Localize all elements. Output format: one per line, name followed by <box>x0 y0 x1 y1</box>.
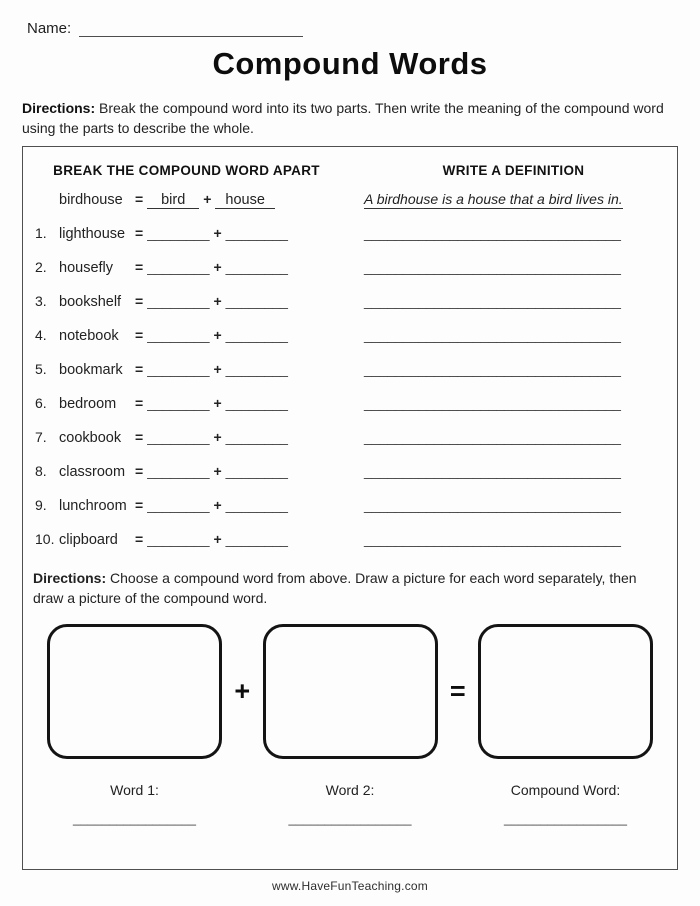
part2-blank[interactable]: ________ <box>225 462 288 479</box>
row-number: 8. <box>35 462 47 479</box>
drawing-answer-lines <box>23 811 677 826</box>
row-number: 5. <box>35 360 47 377</box>
row-number: 3. <box>35 292 47 309</box>
directions-bottom-label: Directions: <box>33 569 107 586</box>
definition-blank-line[interactable]: _________________________________ <box>364 496 621 513</box>
directions-bottom-text: Choose a compound word from above. Draw a picture for each word separately, then draw a picture of the compound word. <box>33 569 637 606</box>
definition-blank-line[interactable]: _________________________________ <box>364 292 621 309</box>
name-row <box>0 20 700 37</box>
row-number: 9. <box>35 496 47 513</box>
row-number: 1. <box>35 224 47 241</box>
compound-word: lunchroom <box>59 497 127 514</box>
equals-sign: = <box>135 394 144 411</box>
directions-top <box>22 98 678 139</box>
word1-label: Word 1: <box>110 782 159 799</box>
word2-answer-line[interactable]: _________________ <box>288 811 412 827</box>
right-column-header: WRITE A DEFINITION <box>442 162 585 178</box>
equals-sign: = <box>135 292 144 309</box>
compound-word: cookbook <box>59 429 122 446</box>
part1-blank[interactable]: ________ <box>147 462 210 479</box>
plus-sign: + <box>203 190 212 207</box>
compound-word: housefly <box>59 259 114 276</box>
equals-sign: = <box>135 190 144 207</box>
row-number: 4. <box>35 326 47 343</box>
equals-sign: = <box>135 360 144 377</box>
compound-word: notebook <box>59 327 119 344</box>
example-definition: A birdhouse is a house that a bird lives in. <box>364 190 623 207</box>
part2-blank[interactable]: ________ <box>225 496 288 513</box>
part1-blank[interactable]: ________ <box>147 360 210 377</box>
left-column-header: BREAK THE COMPOUND WORD APART <box>53 162 320 178</box>
definition-blank-line[interactable]: _________________________________ <box>364 360 621 377</box>
example-row <box>23 191 677 212</box>
word-row <box>23 497 677 518</box>
compound-word: bookshelf <box>59 293 122 310</box>
directions-top-text: Break the compound word into its two parts. Then write the meaning of the compound word using the parts to describe the whole. <box>22 100 664 137</box>
plus-sign: + <box>213 530 222 547</box>
word-row <box>23 463 677 484</box>
name-input-line[interactable] <box>79 21 303 37</box>
name-label: Name: <box>27 20 72 37</box>
definition-blank-line[interactable]: _________________________________ <box>364 462 621 479</box>
part1-blank[interactable]: ________ <box>147 224 210 241</box>
plus-sign: + <box>234 676 251 707</box>
word-rows <box>23 225 677 552</box>
worksheet-box <box>22 146 678 870</box>
word-row <box>23 531 677 552</box>
word1-answer-line[interactable]: _________________ <box>73 811 196 827</box>
compound-answer-line[interactable]: _________________ <box>504 811 627 827</box>
definition-blank-line[interactable]: _________________________________ <box>364 428 621 445</box>
row-number: 7. <box>35 428 47 445</box>
equals-sign: = <box>135 428 144 445</box>
definition-blank-line[interactable]: _________________________________ <box>364 224 621 241</box>
equals-sign: = <box>135 258 144 275</box>
word-row <box>23 429 677 450</box>
directions-top-label: Directions: <box>22 100 96 116</box>
equals-sign: = <box>135 496 144 513</box>
plus-sign: + <box>213 462 222 479</box>
compound-word: classroom <box>59 463 126 480</box>
compound-word: clipboard <box>59 531 118 548</box>
directions-bottom <box>31 568 669 609</box>
equals-sign: = <box>449 676 466 707</box>
part1-blank[interactable]: ________ <box>147 496 210 513</box>
word-row <box>23 293 677 314</box>
drawing-labels <box>23 782 677 798</box>
part1-blank[interactable]: ________ <box>147 258 210 275</box>
part2-blank[interactable]: ________ <box>225 530 288 547</box>
plus-sign: + <box>213 394 222 411</box>
footer-url: www.HaveFunTeaching.com <box>271 878 428 893</box>
part2-blank[interactable]: ________ <box>225 360 288 377</box>
equals-sign: = <box>135 530 144 547</box>
part1-blank[interactable]: ________ <box>147 292 210 309</box>
compound-word: bedroom <box>59 395 117 412</box>
drawing-box-compound[interactable] <box>478 624 653 759</box>
compound-word: lighthouse <box>59 225 126 242</box>
plus-sign: + <box>213 326 222 343</box>
definition-blank-line[interactable]: _________________________________ <box>364 530 621 547</box>
part2-blank[interactable]: ________ <box>225 224 288 241</box>
row-number: 2. <box>35 258 47 275</box>
drawing-box-word2[interactable] <box>263 624 438 759</box>
page-title: Compound Words <box>212 46 488 81</box>
example-part2: house <box>215 192 275 209</box>
row-number: 6. <box>35 394 47 411</box>
plus-sign: + <box>213 292 222 309</box>
definition-blank-line[interactable]: _________________________________ <box>364 326 621 343</box>
column-headers <box>23 163 677 178</box>
example-word: birdhouse <box>59 191 123 208</box>
plus-sign: + <box>213 258 222 275</box>
plus-sign: + <box>213 224 222 241</box>
plus-sign: + <box>213 428 222 445</box>
part2-blank[interactable]: ________ <box>225 394 288 411</box>
word2-label: Word 2: <box>325 782 375 799</box>
compound-word: bookmark <box>59 361 123 378</box>
word-row <box>23 259 677 280</box>
compound-word-label: Compound Word: <box>510 782 621 799</box>
equals-sign: = <box>135 224 144 241</box>
drawing-area <box>23 624 677 759</box>
word-row <box>23 327 677 348</box>
definition-blank-line[interactable]: _________________________________ <box>364 258 621 275</box>
drawing-box-word1[interactable] <box>47 624 222 759</box>
plus-sign: + <box>213 360 222 377</box>
part2-blank[interactable]: ________ <box>225 258 288 275</box>
definition-blank-line[interactable]: _________________________________ <box>364 394 621 411</box>
word-row <box>23 225 677 246</box>
example-part1: bird <box>147 192 199 209</box>
part2-blank[interactable]: ________ <box>225 326 288 343</box>
part2-blank[interactable]: ________ <box>225 292 288 309</box>
plus-sign: + <box>213 496 222 513</box>
row-number: 10. <box>35 530 55 547</box>
part1-blank[interactable]: ________ <box>147 428 210 445</box>
part1-blank[interactable]: ________ <box>147 530 210 547</box>
part2-blank[interactable]: ________ <box>225 428 288 445</box>
word-row <box>23 395 677 416</box>
part1-blank[interactable]: ________ <box>147 326 210 343</box>
equals-sign: = <box>135 326 144 343</box>
part1-blank[interactable]: ________ <box>147 394 210 411</box>
equals-sign: = <box>135 462 144 479</box>
word-row <box>23 361 677 382</box>
